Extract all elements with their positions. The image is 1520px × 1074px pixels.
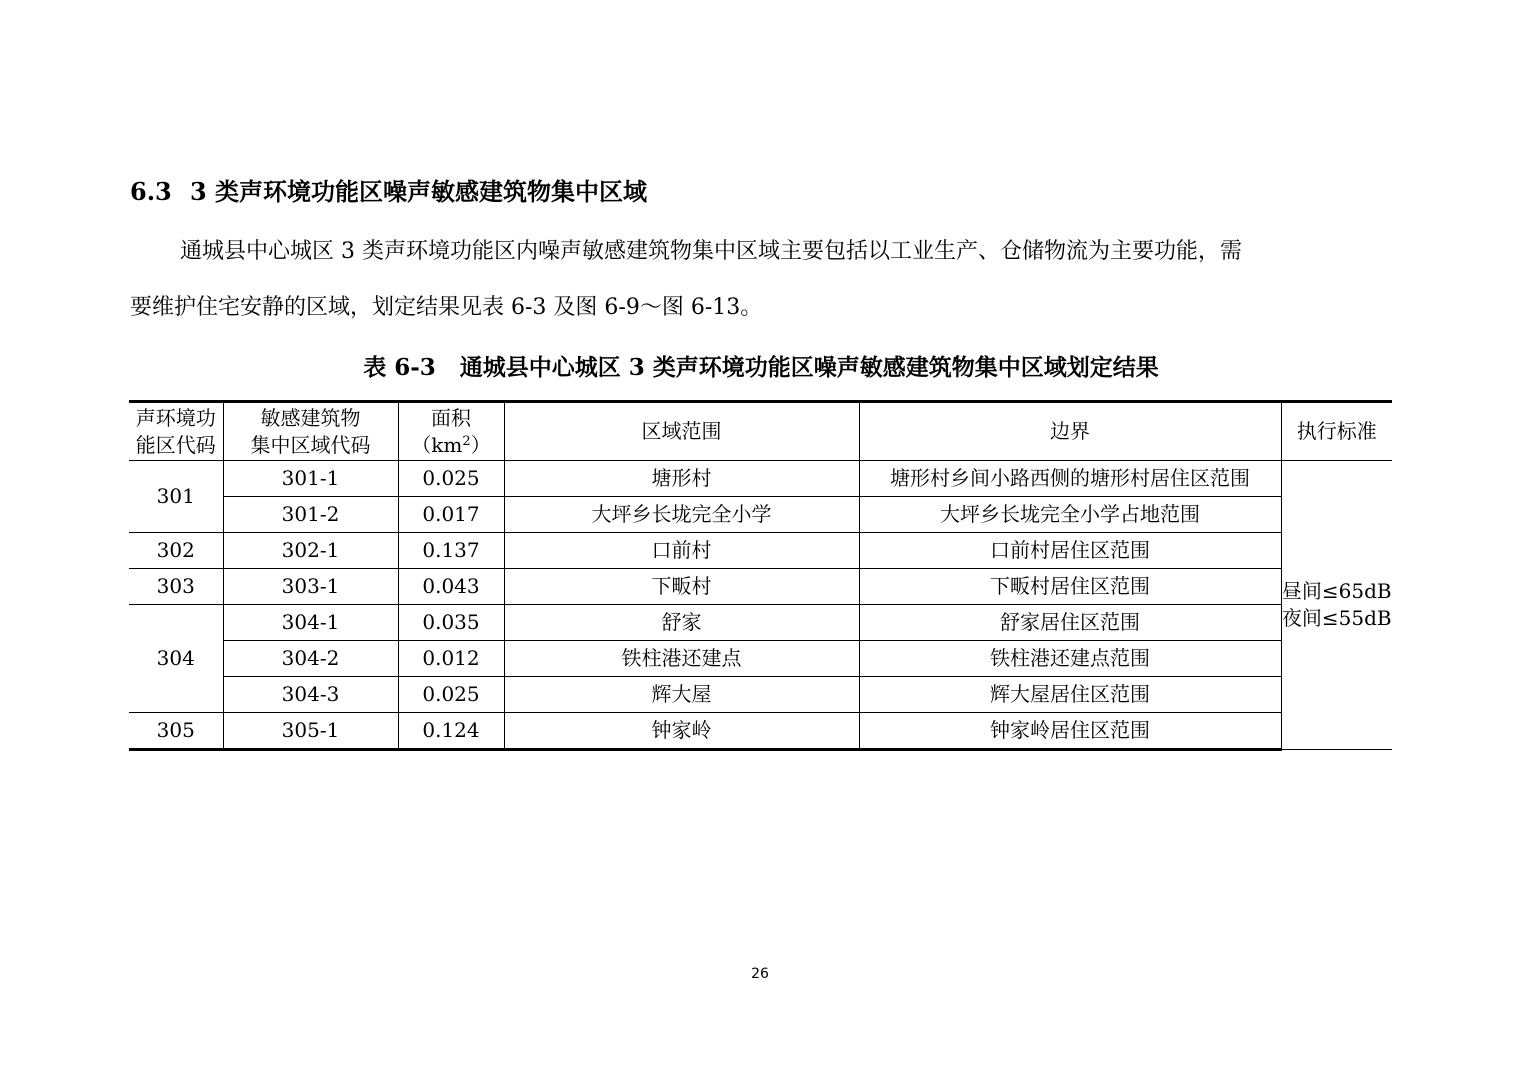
table-row — [129, 641, 1392, 677]
zones-table — [129, 400, 1392, 751]
header-func-code: 声环境功 能区代码 — [129, 402, 223, 461]
zone-code-cell: 304-2 — [223, 641, 398, 677]
table-row — [129, 713, 1392, 750]
table-row — [129, 677, 1392, 713]
boundary-cell: 大坪乡长垅完全小学占地范围 — [859, 497, 1281, 533]
range-cell: 铁柱港还建点 — [504, 641, 859, 677]
header-zone-code: 敏感建筑物 集中区域代码 — [223, 402, 398, 461]
zone-code-cell: 303-1 — [223, 569, 398, 605]
area-cell: 0.017 — [398, 497, 504, 533]
header-standard: 执行标准 — [1281, 402, 1392, 461]
range-cell: 大坪乡长垅完全小学 — [504, 497, 859, 533]
table-caption-number: 表 6-3 — [363, 354, 436, 381]
func-code-cell: 305 — [129, 713, 223, 750]
page-number: 26 — [751, 966, 769, 982]
func-code-cell: 304 — [129, 605, 223, 713]
header-boundary: 边界 — [859, 402, 1281, 461]
range-cell: 舒家 — [504, 605, 859, 641]
section-heading — [130, 174, 647, 210]
func-code-cell: 302 — [129, 533, 223, 569]
boundary-cell: 口前村居住区范围 — [859, 533, 1281, 569]
standard-night: 夜间≤55dB — [1281, 606, 1392, 630]
standard-cell — [1281, 461, 1392, 750]
boundary-cell: 辉大屋居住区范围 — [859, 677, 1281, 713]
area-cell: 0.025 — [398, 461, 504, 497]
area-cell: 0.035 — [398, 605, 504, 641]
header-range: 区域范围 — [504, 402, 859, 461]
paragraph-line-2: 要维护住宅安静的区域，划定结果见表 6-3 及图 6-9～图 6-13。 — [130, 295, 763, 320]
section-title: 3 类声环境功能区噪声敏感建筑物集中区域 — [190, 177, 648, 206]
func-code-cell: 303 — [129, 569, 223, 605]
area-cell: 0.025 — [398, 677, 504, 713]
table-row — [129, 497, 1392, 533]
boundary-cell: 舒家居住区范围 — [859, 605, 1281, 641]
body-paragraph — [130, 234, 1392, 326]
zone-code-cell: 301-1 — [223, 461, 398, 497]
zone-code-cell: 302-1 — [223, 533, 398, 569]
standard-day: 昼间≤65dB — [1281, 579, 1392, 603]
area-cell: 0.137 — [398, 533, 504, 569]
zone-code-cell: 304-3 — [223, 677, 398, 713]
table-row — [129, 461, 1392, 497]
table-row — [129, 569, 1392, 605]
range-cell: 塘形村 — [504, 461, 859, 497]
boundary-cell: 钟家岭居住区范围 — [859, 713, 1281, 750]
range-cell: 钟家岭 — [504, 713, 859, 750]
table-caption — [130, 352, 1392, 384]
table-caption-title: 通城县中心城区 3 类声环境功能区噪声敏感建筑物集中区域划定结果 — [459, 354, 1159, 381]
zone-code-cell: 305-1 — [223, 713, 398, 750]
boundary-cell: 下畈村居住区范围 — [859, 569, 1281, 605]
boundary-cell: 塘形村乡间小路西侧的塘形村居住区范围 — [859, 461, 1281, 497]
zone-code-cell: 304-1 — [223, 605, 398, 641]
table-row — [129, 605, 1392, 641]
section-number: 6.3 — [130, 177, 172, 206]
range-cell: 下畈村 — [504, 569, 859, 605]
table-header-row — [129, 402, 1392, 461]
area-cell: 0.043 — [398, 569, 504, 605]
header-area: 面积 $(km^2)$ — [398, 402, 504, 461]
range-cell: 口前村 — [504, 533, 859, 569]
table-row — [129, 533, 1392, 569]
zone-code-cell: 301-2 — [223, 497, 398, 533]
paragraph-line-1: 通城县中心城区 3 类声环境功能区内噪声敏感建筑物集中区域主要包括以工业生产、仓储物流为主要功能，需 — [180, 239, 1242, 264]
func-code-cell: 301 — [129, 461, 223, 533]
boundary-cell: 铁柱港还建点范围 — [859, 641, 1281, 677]
range-cell: 辉大屋 — [504, 677, 859, 713]
area-cell: 0.012 — [398, 641, 504, 677]
area-cell: 0.124 — [398, 713, 504, 750]
